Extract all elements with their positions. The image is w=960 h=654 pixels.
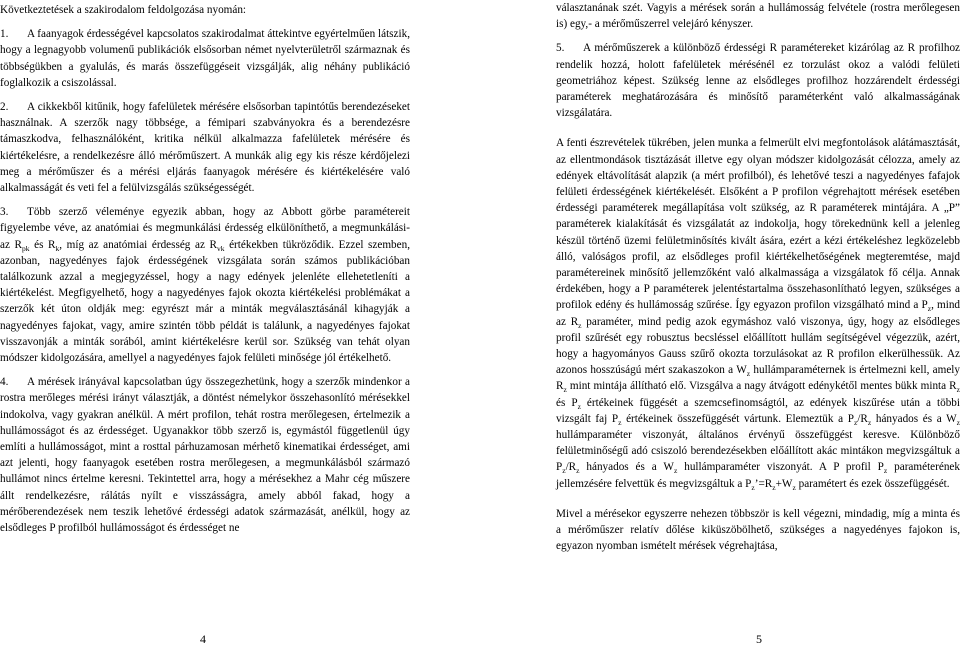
subscript: pk <box>22 243 30 253</box>
subscript: z <box>772 482 776 492</box>
spacer <box>556 121 960 135</box>
conclusion-item-1 <box>0 26 410 91</box>
item-text: Több szerző véleménye egyezik abban, hogy az Abbott görbe paramétereit figyelembe véve, az anatómiai és megmunkálási érdesség elkülöníthető, a megmunkálási- az R <box>0 206 410 251</box>
item-number: 4. <box>0 376 9 389</box>
text-run: paramétert és ezek összefüggését. <box>795 477 950 490</box>
subscript: z <box>792 482 796 492</box>
item-number: 1. <box>0 28 9 41</box>
subscript: z <box>867 418 872 428</box>
conclusion-item-5 <box>556 40 960 121</box>
text-run: ’=R <box>754 477 773 490</box>
spacer <box>556 492 960 506</box>
page-heading: Következtetések a szakirodalom feldolgozása nyomán: <box>0 4 247 16</box>
subscript: z <box>578 320 582 330</box>
item-number: 3. <box>0 206 9 219</box>
item-number: 2. <box>0 101 9 114</box>
subscript: z <box>563 385 567 395</box>
subscript: k <box>55 243 60 253</box>
text-run: hullámparaméter viszonyát, általános érvényű összefüggést keresve. Különböző felületminőségű adó csiszoló berendezésekben előállított akác mintákon megvizsgáltuk a P <box>556 429 960 474</box>
subscript: z <box>562 466 566 476</box>
text-run: paraméter, mind pedig azok egymáshoz való viszonya, úgy, hogy az elsődleges profil szűrését egy robusztus becsléssel előállított hullám segítségével végezzük, azért, hogy a hagyományos Gauss szűrő okozta torzulásokat az R profilon elkerülhessük. Az azonos hosszúságú mért szakaszokon a W <box>556 315 960 377</box>
text-run: mint mintája állítható elő. Vizsgálva a nagy átvágott edénykétől mentes bükk minta R <box>566 380 957 393</box>
text-run: hullámparaméter viszonyát. A P profil P <box>677 461 884 474</box>
spacer <box>0 91 410 99</box>
body-paragraph: Mivel a mérésekor egyszerre nehezen többször is kell végezni, mindadig, míg a minta és a mérőműszer relatív dőlése kiküszöbölhető, szükséges a nagyedényes fajokon is, egyazon nyomban ismételt mérések végrehajtása, <box>556 507 960 553</box>
subscript: z <box>618 418 622 428</box>
subscript: vk <box>216 243 225 253</box>
text-run: hányados és a W <box>579 461 674 474</box>
subscript: z <box>577 401 581 411</box>
text-run: +W <box>775 477 793 490</box>
subscript: z <box>956 418 960 428</box>
subscript: z <box>576 466 580 476</box>
text-run: paraméterének jellemzésére felvettük és megvizsgáltuk a P <box>556 461 960 490</box>
spacer <box>0 366 410 374</box>
conclusion-item-4 <box>0 374 410 536</box>
item-text: A faanyagok érdességével kapcsolatos szakirodalmat áttekintve egyértelműen látszik, hogy a legnagyobb volumenű publikációk elsősorban német nyelvterületről származnak és többségükben a gyalulás, és marás összefüggéseit vizsgálják, alig néhány publikáció foglalkozik a csiszolással. <box>0 28 410 89</box>
text-run: és P <box>556 396 578 409</box>
item-text: értékekben tükröződik. Ezzel szemben, azonban, nagyedényes fajok érdességének vizsgálata során számos publikációban találkozunk azzal a megjegyzéssel, hogy a nagy edények jelenléte ellehetetleníti a kiértékelést. Megfigyelhető, hogy a nagyedényes fajok okozta kiértékelési problémákat a szerzők két úton oldják meg: egyrészt már a minták megválasztásánál kihagyják a nagyedényes fajokat, vagy, amire szintén több példát is találunk, a nagyedényes fajokat visszavonják a minták sorából, amint kiértékelésre kerül sor. Szükség van tehát olyan módszer kidolgozására, amellyel a nagyedényes fajok felületi minősége jól értékelhető. <box>0 238 410 365</box>
spacer <box>556 32 960 40</box>
subscript: z <box>751 482 755 492</box>
text-run: , mind az R <box>556 299 960 328</box>
subscript: z <box>746 369 751 379</box>
conclusion-item-3 <box>0 204 410 366</box>
subscript: z <box>956 385 960 395</box>
text-run: /R <box>857 412 868 425</box>
text-run: hányados és a W <box>871 412 957 425</box>
text-run: A fenti észrevételek tükrében, jelen munka a felmerült elvi megfontolások alátámasztását, az ellentmondások tisztázását illetve egy olyan módszer kidolgozását célozza, amely az edények eltávolítását alapzik (a mért profilból), és lehetővé teszi a nagyedényes fafajok felületi érdességének kiértékelését. Elsőként a P profilon végrehajtott mérések esetében érdességi paraméterek megállapítása volt szükség, az R paraméterek mintájára. A „P” paraméterek kialakítását és vizsgálatát az indokolja, hogy törekednünk kell a jelenleg készül történő üzemi felületminősítés kivált ására, ezért a kézi értékeléshez legközelebb álló, valóságos profil, az elsődleges profil kiértékelhetőségének megteremtése, majd paramétereinek minősítő jellemzőként való alkalmassága a vizsgálatok fő célja. Annak érdekében, hogy a P paraméterek jelentéstartalma összehasonlítható legyen, szükséges a profilok edény és hullámosság szűrése. Így egyazon profilon vizsgálható mind a P <box>556 137 960 312</box>
page-number-left: 4 <box>200 632 206 646</box>
page-number-right: 5 <box>756 632 762 646</box>
subscript: z <box>673 466 678 476</box>
left-column <box>0 0 410 536</box>
subscript: z <box>853 418 858 428</box>
item-text: , míg az anatómiai érdesség az R <box>59 238 217 251</box>
spacer <box>0 18 410 26</box>
item-text: A mérések irányával kapcsolatban úgy összegezhetünk, hogy a szerzők mindenkor a rostra merőleges mérési irányt választják, a döntést némelykor összehasonlító mérésekkel indokolva, vagy gyakran anélkül. A mért profilon, tehát rostra merőlegesen, értelmezik a hullámosságot és az érdességet. Ugyanakkor több szerző is, egymástól függetlenül úgy említi a hullámosságot, mint a rosttal párhuzamosan mérhető kinematikai érdességet, ami azt jelenti, hogy faanyagok esetében rostra merőlegesen, a megmunkálásból származó hullámot nincs értelme keresni. Tekintettel arra, hogy a mérésekhez a Mahr cég műszere állt rendelkezésre, rálátás nyílt e visszásságra, amely abból fakad, hogy a mérőberendezések nem teszik lehetővé érdességi adatok származását, anélkül, hogy az elsődleges P profilból hullámosságot és érdességet ne <box>0 376 410 535</box>
item-number: 5. <box>556 42 565 55</box>
subscript: z <box>927 304 932 314</box>
text-run: /R <box>565 461 577 474</box>
body-paragraph <box>556 135 960 491</box>
item-text: A cikkekből kitűnik, hogy fafelületek mérésére elsősorban tapintótűs berendezéseket használnak. A szerzők nagy többsége, a fémipari szabványokra és a berendezésre támaszkodva, felhasználóként, kritika nélkül alkalmazza fafelületek mérésére és kiértékelésre, a rendelkezésre álló mérőműszert. A munkák alig egy kis része kérdőjelezi meg a mérőműszer és a mérési eljárás faanyagok mérésére és kiértékelésére való alkalmasságát és veti fel a felülvizsgálás szükségességét. <box>0 101 410 195</box>
text-run: értékeinek összefüggését vártunk. Elemeztük a P <box>621 412 854 425</box>
continued-text: választanának szét. Vagyis a mérések során a hullámosság felvétele (rostra merőlegesen is) egy,- a mérőműszerrel velejáró kényszer. <box>556 2 960 31</box>
text-run: értékeinek függését a szemcsefinomságtól, az edények kiszűrése után a többi vizsgált faj P <box>556 396 960 425</box>
subscript: z <box>883 466 888 476</box>
conclusion-item-2 <box>0 99 410 196</box>
right-column <box>556 0 960 555</box>
text-run: hullámparaméternek is értelmezni kell, amely R <box>556 364 960 393</box>
item-text: és R <box>29 238 56 251</box>
item-text: A mérőműszerek a különböző érdességi R paramétereket kizárólag az R profilhoz rendelik hozzá, holott fafelületek mérésénél ez torzulást okoz a valódi felületi geometriához képest. Szükség lenne az elsődleges profilhoz hozzárendelt érdességi paraméterek meghatározására és minősítő paraméterként való alkalmasságának vizsgálatára. <box>556 42 960 120</box>
spacer <box>0 196 410 204</box>
